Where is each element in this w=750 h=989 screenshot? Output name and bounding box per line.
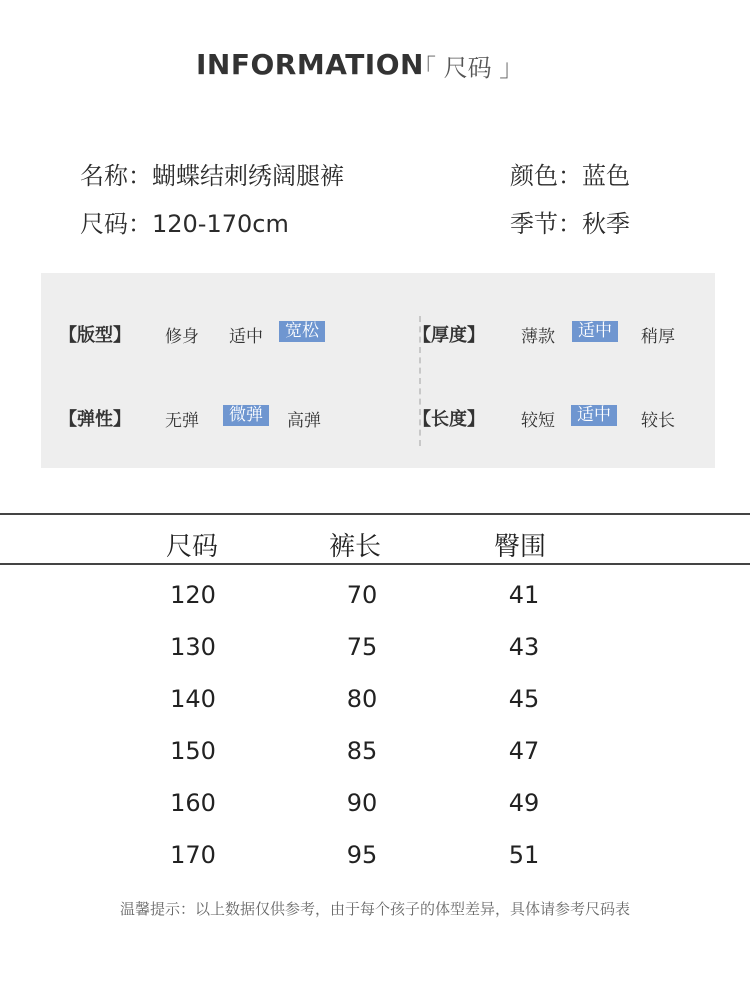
- cell-length: 95: [346, 841, 378, 869]
- table-header-size: 尺码: [165, 532, 218, 562]
- table-top-rule: [0, 513, 750, 515]
- cell-size: 130: [170, 633, 216, 661]
- product-color: 颜色：蓝色: [510, 162, 630, 190]
- cell-size: 120: [170, 581, 216, 609]
- attr-thickness-option-selected: 适中: [572, 321, 618, 342]
- cell-hip: 47: [508, 737, 540, 765]
- cell-length: 70: [346, 581, 378, 609]
- attr-thickness-option: 薄款: [521, 327, 555, 347]
- cell-hip: 45: [508, 685, 540, 713]
- attr-thickness-label: 【厚度】: [413, 325, 485, 346]
- cell-length: 80: [346, 685, 378, 713]
- cell-size: 140: [170, 685, 216, 713]
- attr-elastic-option: 高弹: [287, 411, 321, 431]
- table-header-hip: 臀围: [493, 532, 546, 562]
- product-size-range: 尺码：120-170cm: [80, 210, 289, 238]
- attr-length-option: 较短: [521, 411, 555, 431]
- product-season: 季节：秋季: [510, 210, 630, 238]
- table-header-length: 裤长: [328, 532, 381, 562]
- attr-elastic-label: 【弹性】: [59, 409, 131, 430]
- cell-size: 170: [170, 841, 216, 869]
- size-note: 温馨提示：以上数据仅供参考，由于每个孩子的体型差异，具体请参考尺码表: [119, 900, 630, 918]
- attr-thickness-option: 稍厚: [641, 327, 675, 347]
- attr-length: [413, 405, 713, 429]
- attr-length-label: 【长度】: [413, 409, 485, 430]
- attr-fit-option: 修身: [165, 327, 199, 347]
- cell-length: 85: [346, 737, 378, 765]
- attr-length-option: 较长: [641, 411, 675, 431]
- page-subtitle: 「 尺码 」: [412, 54, 524, 82]
- attr-elastic-option: 无弹: [165, 411, 199, 431]
- attr-thickness: [413, 321, 713, 345]
- cell-length: 90: [346, 789, 378, 817]
- page-header: [0, 44, 750, 88]
- cell-hip: 51: [508, 841, 540, 869]
- cell-length: 75: [346, 633, 378, 661]
- attr-fit: [59, 321, 379, 345]
- attr-length-option-selected: 适中: [571, 405, 617, 426]
- cell-hip: 43: [508, 633, 540, 661]
- attr-fit-option-selected: 宽松: [279, 321, 325, 342]
- attr-elastic: [59, 405, 379, 429]
- cell-hip: 49: [508, 789, 540, 817]
- attribute-panel: [41, 273, 715, 468]
- product-name: 名称：蝴蝶结刺绣阔腿裤: [80, 162, 344, 190]
- cell-size: 160: [170, 789, 216, 817]
- attr-elastic-option-selected: 微弹: [223, 405, 269, 426]
- attr-fit-option: 适中: [229, 327, 263, 347]
- attr-fit-label: 【版型】: [59, 325, 131, 346]
- page-title: INFORMATION: [196, 48, 424, 81]
- cell-size: 150: [170, 737, 216, 765]
- cell-hip: 41: [508, 581, 540, 609]
- table-header-rule: [0, 563, 750, 565]
